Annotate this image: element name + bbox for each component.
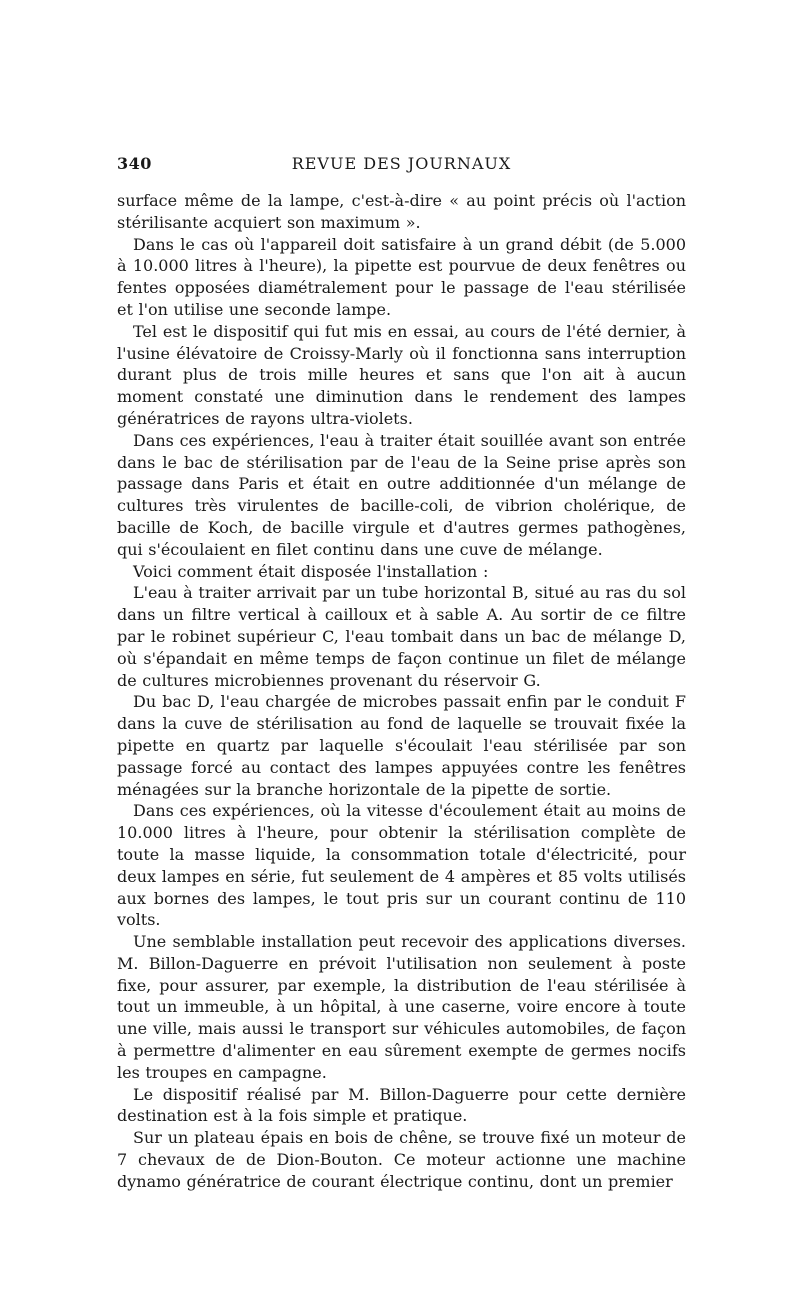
paragraph: Dans ces expériences, l'eau à traiter était souillée avant son entrée dans le bac de stérilisation par de l'eau de la Seine prise après son passage dans Paris et était en outre additionnée d'un mélange de cultures très virulentes de bacille-coli, de vibrion cholérique, de bacille de Koch, de bacille virgule et d'autres germes pathogènes, qui s'écoulaient en filet continu dans une cuve de mélange. [117,430,686,559]
page-number: 340 [117,154,152,173]
body-text [117,190,686,1193]
paragraph: surface même de la lampe, c'est-à-dire « au point précis où l'action stérilisante acquiert son maximum ». [117,191,686,232]
paragraph: Une semblable installation peut recevoir des applications diverses. M. Billon-Daguerre en prévoit l'utilisation non seulement à poste fixe, pour assurer, par exemple, la distribution de l'eau stérilisée à tout un immeuble, à un hôpital, à une caserne, voire encore à toute une ville, mais aussi le transport sur véhicules automobiles, de façon à permettre d'alimenter en eau sûrement exempte de germes nocifs les troupes en campagne. [117,932,686,1082]
paragraph: Du bac D, l'eau chargée de microbes passait enfin par le conduit F dans la cuve de stérilisation au fond de laquelle se trouvait fixée la pipette en quartz par laquelle s'écoulait l'eau stérilisée par son passage forcé au contact des lampes appuyées contre les fenêtres ménagées sur la branche horizontale de la pipette de sortie. [117,692,686,799]
paragraph: Dans le cas où l'appareil doit satisfaire à un grand débit (de 5.000 à 10.000 litres à l'heure), la pipette est pourvue de deux fenêtres ou fentes opposées diamétralement pour le passage de l'eau stérilisée et l'on utilise une seconde lampe. [117,234,686,319]
paragraph: L'eau à traiter arrivait par un tube horizontal B, situé au ras du sol dans un filtre vertical à cailloux et à sable A. Au sortir de ce filtre par le robinet supérieur C, l'eau tombait dans un bac de mélange D, où s'épandait en même temps de façon continue un filet de mélange de cultures microbiennes provenant du réservoir G. [117,583,686,690]
paragraph: Sur un plateau épais en bois de chêne, se trouve fixé un moteur de 7 chevaux de de Dion-Bouton. Ce moteur actionne une machine dynamo génératrice de courant électrique continu, dont un premier [117,1128,686,1191]
paragraph: Dans ces expériences, où la vitesse d'écoulement était au moins de 10.000 litres à l'heure, pour obtenir la stérilisation complète de toute la masse liquide, la consommation totale d'électricité, pour deux lampes en série, fut seulement de 4 ampères et 85 volts utilisés aux bornes des lampes, le tout pris sur un courant continu de 110 volts. [117,801,686,930]
page-header [117,154,686,178]
paragraph: Le dispositif réalisé par M. Billon-Daguerre pour cette dernière destination est à la fois simple et pratique. [117,1084,686,1126]
paragraph: Tel est le dispositif qui fut mis en essai, au cours de l'été dernier, à l'usine élévatoire de Croissy-Marly où il fonctionna sans interruption durant plus de trois mille heures et sans que l'on ait à aucun moment constaté une diminution dans le rendement des lampes génératrices de rayons ultra-violets. [117,321,686,428]
running-title: REVUE DES JOURNAUX [291,154,512,173]
paragraph: Voici comment était disposée l'installation : [133,561,489,581]
